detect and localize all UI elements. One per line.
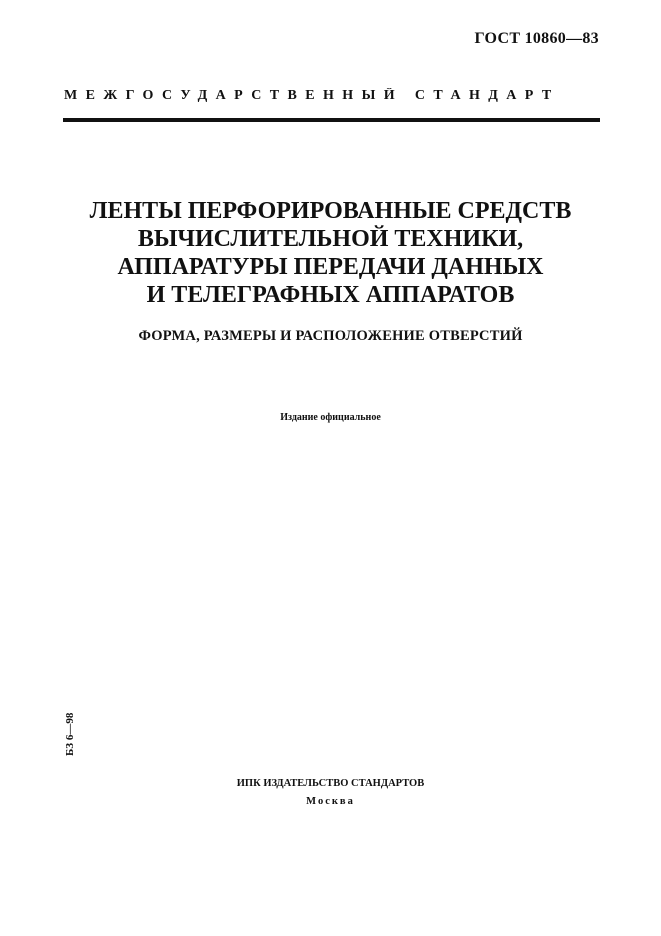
publication-city: Москва bbox=[306, 796, 355, 807]
document-subtitle: ФОРМА, РАЗМЕРЫ И РАСПОЛОЖЕНИЕ ОТВЕРСТИЙ bbox=[138, 328, 523, 344]
title-line: И ТЕЛЕГРАФНЫХ АППАРАТОВ bbox=[146, 282, 515, 308]
title-line: ВЫЧИСЛИТЕЛЬНОЙ ТЕХНИКИ, bbox=[137, 226, 524, 252]
edition-note: Издание официальное bbox=[280, 412, 381, 423]
publisher-name: ИПК ИЗДАТЕЛЬСТВО СТАНДАРТОВ bbox=[236, 778, 425, 789]
side-code: БЗ 6—98 bbox=[64, 712, 76, 756]
standard-type-heading: МЕЖГОСУДАРСТВЕННЫЙ СТАНДАРТ bbox=[64, 88, 560, 103]
title-line: АППАРАТУРЫ ПЕРЕДАЧИ ДАННЫХ bbox=[117, 254, 544, 280]
title-line: ЛЕНТЫ ПЕРФОРИРОВАННЫЕ СРЕДСТВ bbox=[89, 198, 572, 224]
document-number: ГОСТ 10860—83 bbox=[474, 30, 599, 47]
header-rule bbox=[63, 118, 600, 122]
document-title bbox=[40, 197, 621, 309]
